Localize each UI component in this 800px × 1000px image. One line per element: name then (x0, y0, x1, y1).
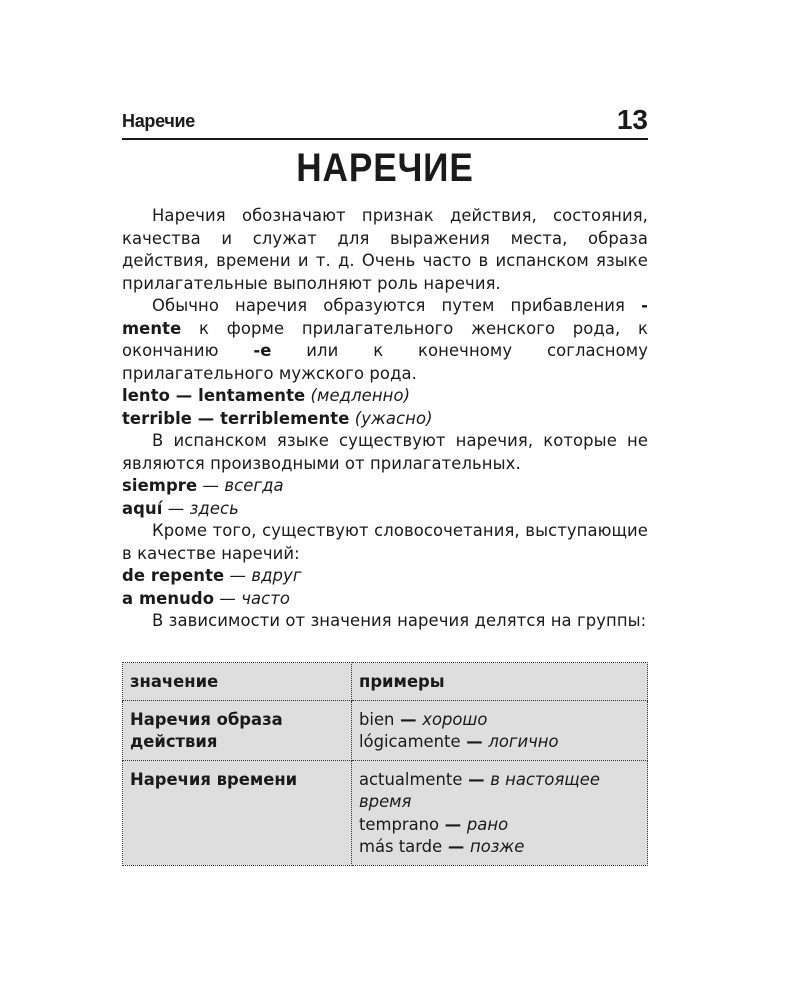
paragraph-groups: В зависимости от значения наречия делятся на группы: (152, 611, 647, 630)
example-translation: здесь (189, 498, 239, 518)
table-category: Наречия образа действия (123, 700, 352, 760)
example-spanish: a menudo (122, 588, 215, 608)
suffix-e: -e (253, 341, 272, 360)
example-translation: (медленно) (310, 386, 411, 405)
table-example-translation: хорошо (422, 709, 488, 729)
example-spanish: aquí (122, 498, 163, 518)
table-example-translation: рано (466, 814, 509, 834)
example-dash: — (224, 566, 252, 585)
formation-text-1: Обычно наречия образуются путем прибавления (152, 296, 642, 315)
table-example (359, 731, 641, 754)
example-translation: всегда (224, 476, 284, 495)
table-example-translation: в настоящее время (359, 769, 600, 811)
formation-text-2: к форме прилагательного женского рода, к окончанию (122, 318, 648, 360)
example-translation: (ужасно) (354, 408, 433, 428)
example-dash: — (214, 588, 242, 608)
example-translation: вдруг (251, 566, 302, 585)
table-example-spanish: temprano (359, 814, 440, 834)
table-row (123, 760, 648, 865)
page-title: НАРЕЧИЕ (296, 146, 474, 190)
table-row (123, 700, 648, 760)
paragraph-non-derived: В испанском языке существуют наречия, которые не являются производными от прилагательных. (122, 431, 648, 473)
example-line (122, 565, 648, 588)
table-example (359, 814, 641, 837)
adverb-groups-table (122, 662, 648, 866)
table-example (359, 769, 641, 814)
example-line (122, 498, 648, 521)
table-example-dash: — (442, 837, 470, 856)
paragraph-formation (122, 295, 648, 385)
example-dash: — (197, 476, 225, 495)
example-spanish: siempre (122, 476, 198, 495)
table-example-translation: позже (469, 837, 525, 856)
table-example-spanish: más tarde (359, 837, 443, 856)
example-spanish: terrible — terriblemente (122, 408, 350, 428)
example-line (122, 475, 648, 498)
table-example (359, 709, 641, 732)
table-header-row (123, 663, 648, 701)
table-example-spanish: actualmente (359, 769, 463, 789)
table-example-spanish: lógicamente (359, 732, 461, 751)
paragraph-phrases: Кроме того, существуют словосочетания, выступающие в качестве наречий: (122, 521, 648, 563)
example-spanish: lento — lentamente (122, 386, 306, 405)
example-line (122, 588, 648, 611)
table-example-dash: — (462, 769, 491, 789)
body-text (122, 205, 648, 633)
example-line (122, 385, 648, 408)
table-category: Наречия времени (123, 760, 352, 865)
table-example-dash: — (439, 814, 467, 834)
table-example-dash: — (460, 732, 489, 751)
example-dash: — (162, 498, 190, 518)
suffix-mente: -mente (122, 296, 648, 338)
table-example (359, 836, 641, 859)
table-examples (352, 760, 648, 865)
column-header-examples: примеры (352, 663, 648, 701)
example-translation: часто (241, 588, 291, 608)
table-example-translation: логично (488, 732, 559, 751)
paragraph-intro: Наречия обозначают признак действия, состояния, качества и служат для выражения места, образа действия, времени и т. д. Очень часто в испанском языке прилагательные выполняют роль наречия. (122, 206, 648, 293)
running-header (122, 102, 648, 140)
formation-text-3: или к конечному согласному прилагательного мужского рода. (122, 341, 648, 383)
example-line (122, 408, 648, 431)
table-examples (352, 700, 648, 760)
page-number: 13 (616, 104, 648, 135)
example-spanish: de repente (122, 566, 225, 585)
header-section-name: Наречие (122, 111, 195, 131)
column-header-meaning: значение (123, 663, 352, 701)
table-example-dash: — (394, 709, 423, 729)
table-example-spanish: bien (359, 709, 395, 729)
